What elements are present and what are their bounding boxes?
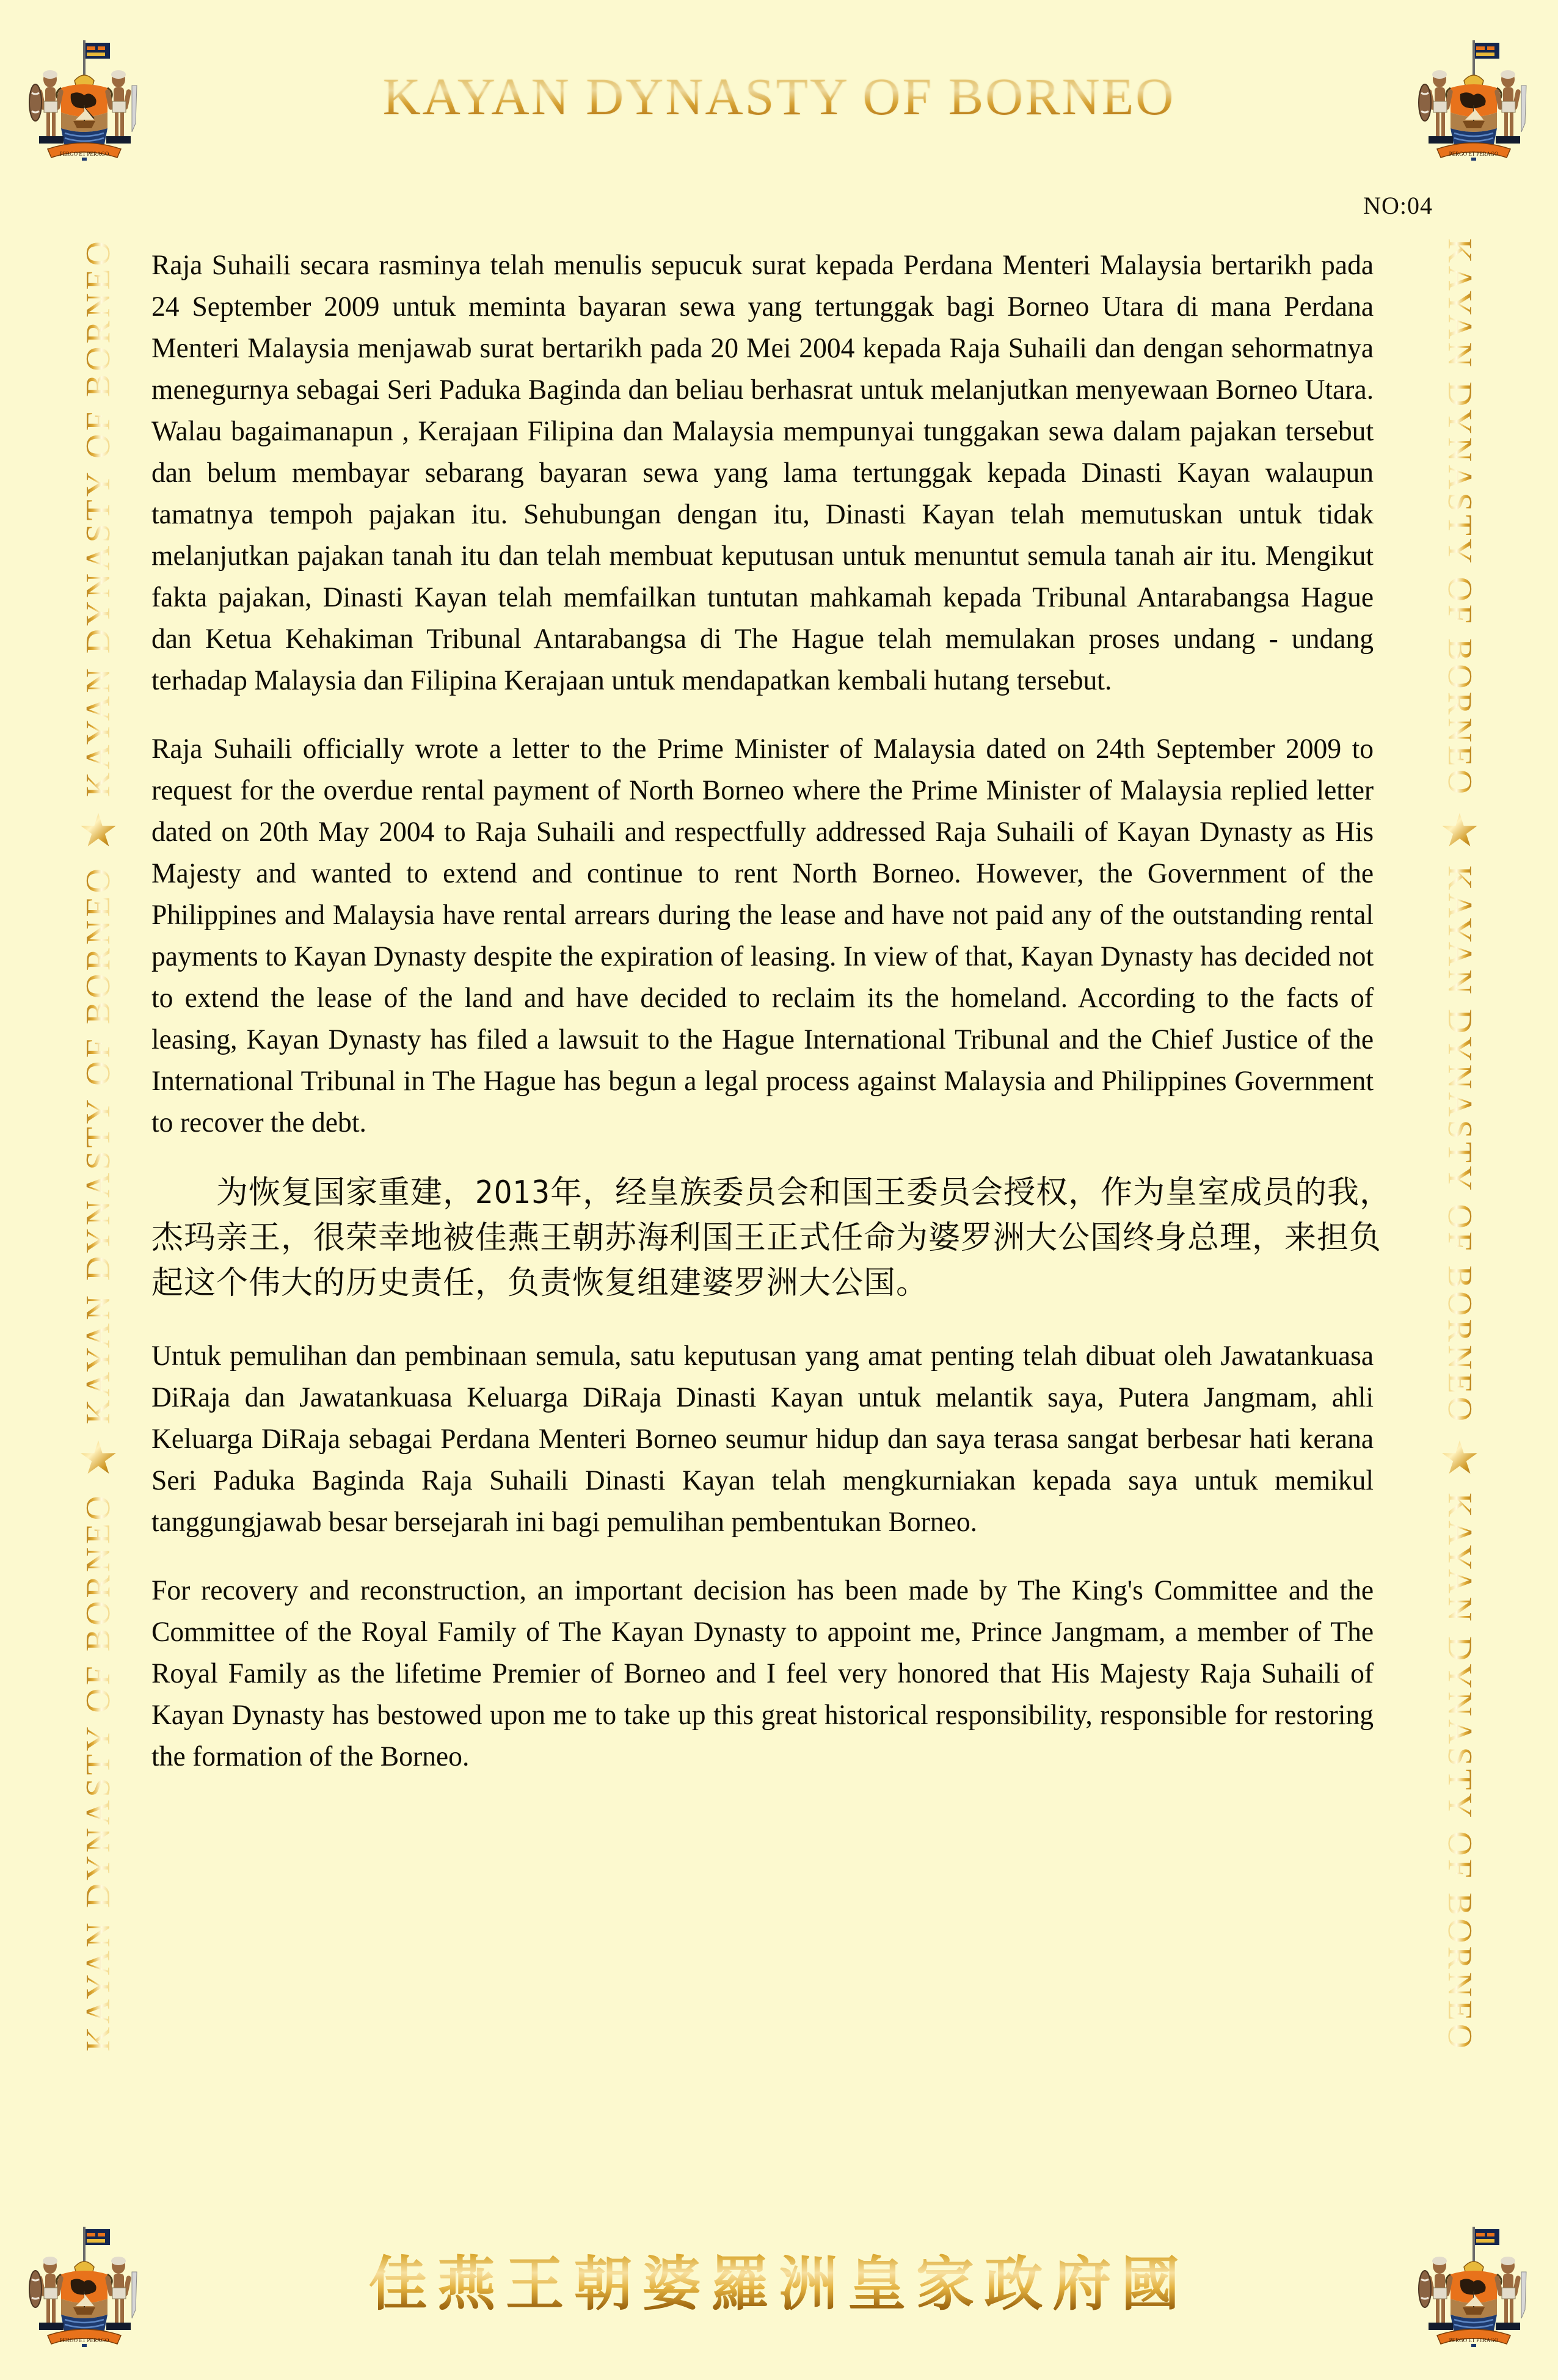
side-band-text: KAYAN DYNASTY OF BORNEO	[79, 865, 117, 1425]
paragraph-english-1: Raja Suhaili officially wrote a letter to the Prime Minister of Malaysia dated on 24th September 2009 to request for the overdue rental payment of North Borneo where the Prime Minister of Malaysia replied letter dated on 20th May 2004 to Raja Suhaili and respectfully addressed Raja Suhaili of Kayan Dynasty as His Majesty and wanted to extend and continue to rent North Borneo. However, the Government of the Philippines and Malaysia have rental arrears during the lease and have not paid any of the outstanding rental payments to Kayan Dynasty despite the expiration of leasing. In view of that, Kayan Dynasty has decided not to extend the lease of the land and have decided to reclaim its the homeland. According to the facts of leasing, Kayan Dynasty has filed a lawsuit to the Hague International Tribunal and the Chief Justice of the International Tribunal in The Hague has begun a legal process against Malaysia and Philippines Government to recover the debt.	[151, 733, 1374, 1138]
paragraph-malay-1: Raja Suhaili secara rasminya telah menulis sepucuk surat kepada Perdana Menteri Malaysia bertarikh pada 24 September 2009 untuk meminta bayaran sewa yang tertunggak bagi Borneo Utara di mana Perdana Menteri Malaysia menjawab surat bertarikh pada 20 Mei 2004 kepada Raja Suhaili dan dengan sehormatnya menegurnya sebagai Seri Paduka Baginda dan beliau berhasrat untuk melanjutkan menyewaan Borneo Utara. Walau bagaimanapun , Kerajaan Filipina dan Malaysia mempunyai tunggakan sewa dalam pajakan tersebut dan belum membayar sebarang bayaran sewa yang lama tertunggak kepada Dinasti Kayan walaupun tamatnya tempoh pajakan itu. Sehubungan dengan itu, Dinasti Kayan telah memutuskan untuk tidak melanjutkan pajakan tanah itu dan telah membuat keputusan untuk menuntut semula tanah air itu. Mengikut fakta pajakan, Dinasti Kayan telah memfailkan tuntutan mahkamah kepada Tribunal Antarabangsa Hague dan Ketua Kehakiman Tribunal Antarabangsa di The Hague telah memulakan proses undang - undang terhadap Malaysia dan Filipina Kerajaan untuk mendapatkan kembali hutang tersebut.	[151, 249, 1374, 696]
paragraph-malay-2: Untuk pemulihan dan pembinaan semula, satu keputusan yang amat penting telah dibuat oleh Jawatankuasa DiRaja dan Jawatankuasa Keluarga DiRaja Dinasti Kayan untuk melantik saya, Putera Jangmam, ahli Keluarga DiRaja sebagai Perdana Menteri Borneo seumur hidup dan saya terasa sangat berbesar hati kerana Seri Paduka Baginda Raja Suhaili Dinasti Kayan telah mengkurniakan kepada saya untuk memikul tanggungjawab besar bersejarah ini bagi pemulihan pembentukan Borneo.	[151, 1340, 1374, 1538]
page-header	[0, 0, 1558, 183]
coat-of-arms-icon	[23, 29, 145, 164]
coat-of-arms-icon	[1413, 29, 1535, 164]
crest-motto: PERGO ET PERAGO	[1449, 2337, 1499, 2343]
document-number: NO:04	[1363, 192, 1433, 219]
star-icon	[1441, 1440, 1478, 1477]
right-watermark-band	[1433, 238, 1486, 2150]
side-band-text: KAYAN DYNASTY OF BORNEO	[79, 1493, 117, 2052]
side-band-text: KAYAN DYNASTY OF BORNEO	[1441, 1493, 1479, 2052]
page-title: KAYAN DYNASTY OF BORNEO	[0, 66, 1558, 127]
side-band-text: KAYAN DYNASTY OF BORNEO	[1441, 238, 1479, 798]
left-watermark-band	[72, 238, 125, 2150]
crest-motto: PERGO ET PERAGO	[59, 2337, 109, 2343]
star-icon	[80, 813, 117, 850]
paragraph-english-2: For recovery and reconstruction, an important decision has been made by The King's Committee and the Committee of the Royal Family of The Kayan Dynasty to appoint me, Prince Jangmam, a member of The Royal Family as the lifetime Premier of Borneo and I feel very honored that His Majesty Raja Suhaili of Kayan Dynasty has bestowed upon me to take up this great historical responsibility, responsible for restoring the formation of the Borneo.	[151, 1574, 1374, 1772]
footer-seal-script: 佳燕王朝婆羅洲皇家政府國	[0, 2238, 1558, 2321]
crest-motto: PERGO ET PERAGO	[1449, 151, 1499, 157]
side-band-text: KAYAN DYNASTY OF BORNEO	[79, 238, 117, 798]
star-icon	[80, 1440, 117, 1477]
side-band-text: KAYAN DYNASTY OF BORNEO	[1441, 865, 1479, 1425]
paragraph-chinese: 为恢复国家重建，2013年，经皇族委员会和国王委员会授权，作为皇室成员的我，杰玛亲王，很荣幸地被佳燕王朝苏海利国王正式任命为婆罗洲大公国终身总理，来担负起这个伟大的历史责任，负责恢复组建婆罗洲大公国。	[151, 1174, 1392, 1301]
crest-motto: PERGO ET PERAGO	[59, 151, 109, 157]
document-body	[151, 244, 1411, 1804]
star-icon	[1441, 813, 1478, 850]
